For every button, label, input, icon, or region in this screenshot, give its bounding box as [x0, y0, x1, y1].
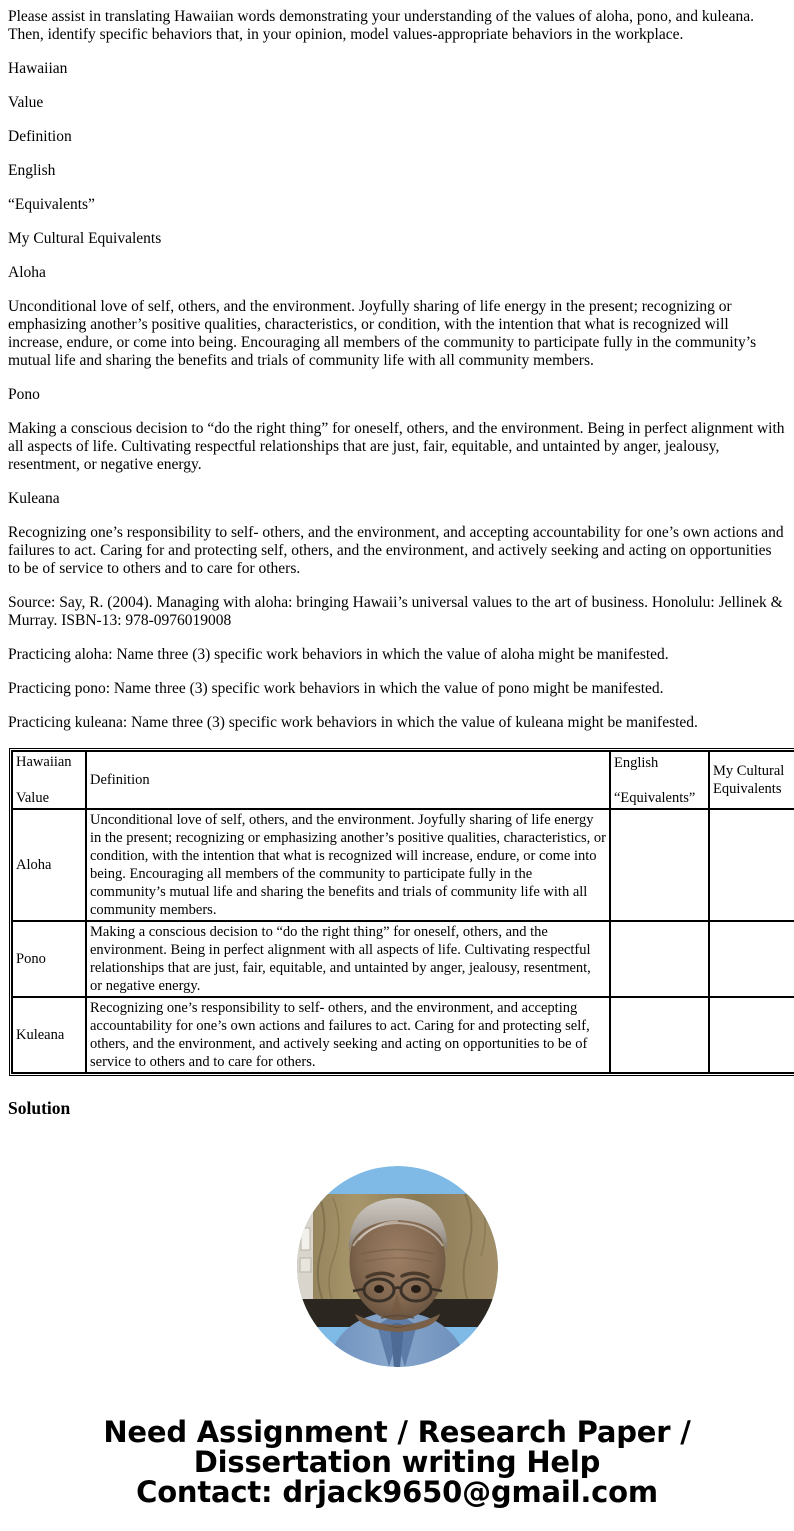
- avatar-photo-icon: [297, 1166, 498, 1367]
- document-page: [0, 8, 794, 1507]
- table-row: [12, 809, 794, 921]
- footer-call-to-action: [8, 1417, 786, 1507]
- source-citation: Source: Say, R. (2004). Managing with aloha: bringing Hawaii’s universal values to the art of business. Honolulu: Jellinek & Murray. ISBN-13: 978-0976019008: [8, 594, 783, 629]
- line-aloha: Aloha: [8, 264, 46, 281]
- line-kuleana: Kuleana: [8, 490, 60, 507]
- practice-prompt-aloha: Practicing aloha: Name three (3) specific work behaviors in which the value of aloha might be manifested.: [8, 646, 669, 663]
- table-row: [12, 921, 794, 997]
- cell-value-pono: Pono: [12, 921, 86, 997]
- line-pono: Pono: [8, 386, 40, 403]
- header-english: English: [614, 754, 659, 771]
- footer-headline: Need Assignment / Research Paper / Dissertation writing Help: [103, 1415, 691, 1479]
- cell-english-kuleana[interactable]: [610, 997, 709, 1073]
- header-cell-hawaiian-value: [12, 751, 86, 809]
- header-cell-my-cultural-equivalents: My Cultural Equivalents: [709, 751, 794, 809]
- cell-mine-aloha[interactable]: [709, 809, 794, 921]
- cell-definition-pono: Making a conscious decision to “do the right thing” for oneself, others, and the environment. Being in perfect alignment with all aspects of life. Cultivating respectful relationships that are just, fair, equitable, and untainted by anger, jealousy, resentment, or negative energy.: [86, 921, 610, 997]
- line-hawaiian: Hawaiian: [8, 60, 68, 77]
- header-hawaiian: Hawaiian: [16, 754, 72, 770]
- pono-definition-paragraph: Making a conscious decision to “do the right thing” for oneself, others, and the environment. Being in perfect alignment with all aspects of life. Cultivating respectful relationships that are just, fair, equitable, and untainted by anger, jealousy, resentment, or negative energy.: [8, 420, 785, 473]
- header-cell-english-equivalents: [610, 751, 709, 809]
- kuleana-definition-paragraph: Recognizing one’s responsibility to self- others, and the environment, and accepting accountability for one’s own actions and failures to act. Caring for and protecting self, others, and the environment, and actively seeking and acting on opportunities to be of service to others and to care for others.: [8, 524, 784, 577]
- line-english: English: [8, 162, 56, 179]
- aloha-definition-paragraph: Unconditional love of self, others, and the environment. Joyfully sharing of life energy in the present; recognizing or emphasizing another’s positive qualities, characteristics, or condition, with the intention that what is recognized will increase, endure, or come into being. Encouraging all members of the community to participate fully in the community’s mutual life and sharing the benefits and trials of community life with all community members.: [8, 298, 757, 369]
- cell-definition-kuleana: Recognizing one’s responsibility to self- others, and the environment, and accepting accountability for one’s own actions and failures to act. Caring for and protecting self, others, and the environment, and actively seeking and acting on opportunities to be of service to others and to care for others.: [86, 997, 610, 1073]
- line-value: Value: [8, 94, 44, 111]
- cell-definition-aloha: Unconditional love of self, others, and the environment. Joyfully sharing of life energy in the present; recognizing or emphasizing another’s positive qualities, characteristics, or condition, with the intention that what is recognized will increase, endure, or come into being. Encouraging all members of the community to participate fully in the community’s mutual life and sharing the benefits and trials of community life with all community members.: [86, 809, 610, 921]
- solution-heading: Solution: [8, 1098, 71, 1118]
- cell-value-aloha: Aloha: [12, 809, 86, 921]
- line-definition: Definition: [8, 128, 72, 145]
- header-equivalents: “Equivalents”: [614, 789, 696, 806]
- avatar: [297, 1166, 498, 1367]
- table-row: [12, 997, 794, 1073]
- cell-mine-pono[interactable]: [709, 921, 794, 997]
- footer-contact: Contact: drjack9650@gmail.com: [136, 1475, 658, 1509]
- practice-prompt-kuleana: Practicing kuleana: Name three (3) specific work behaviors in which the value of kuleana might be manifested.: [8, 714, 698, 731]
- hawaiian-values-table: [9, 748, 794, 1076]
- cell-value-kuleana: Kuleana: [12, 997, 86, 1073]
- header-cell-definition: Definition: [86, 751, 610, 809]
- cell-mine-kuleana[interactable]: [709, 997, 794, 1073]
- cell-english-aloha[interactable]: [610, 809, 709, 921]
- line-my-cultural-equivalents: My Cultural Equivalents: [8, 230, 162, 247]
- line-equivalents: “Equivalents”: [8, 196, 95, 213]
- practice-prompt-pono: Practicing pono: Name three (3) specific work behaviors in which the value of pono might be manifested.: [8, 680, 664, 697]
- table-header-row: [12, 751, 794, 809]
- intro-paragraph: Please assist in translating Hawaiian words demonstrating your understanding of the values of aloha, pono, and kuleana. Then, identify specific behaviors that, in your opinion, model values-appropriate behaviors in the workplace.: [8, 8, 754, 43]
- cell-english-pono[interactable]: [610, 921, 709, 997]
- avatar-container: [8, 1166, 786, 1367]
- header-value: Value: [16, 790, 50, 806]
